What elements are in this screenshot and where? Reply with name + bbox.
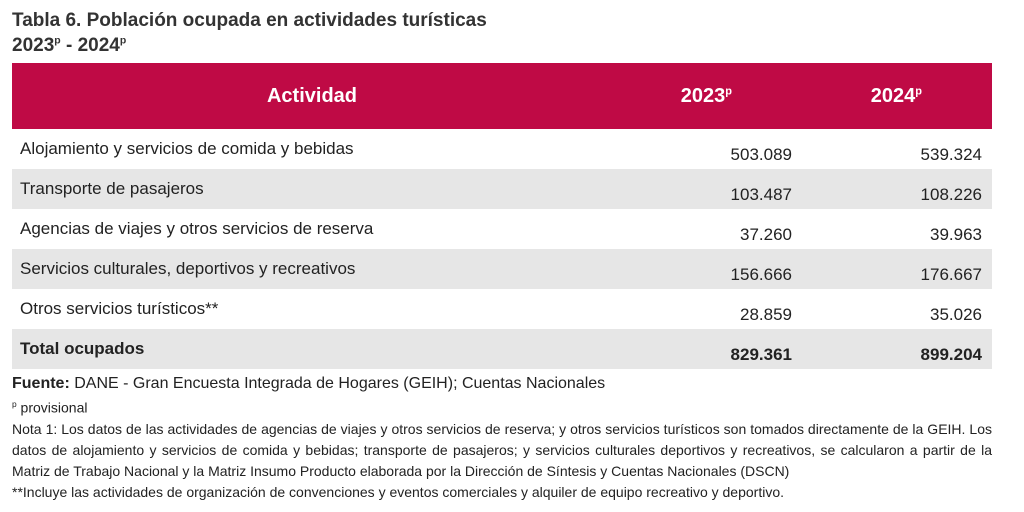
row-value-2023: 156.666 xyxy=(730,265,792,284)
header-2024 xyxy=(802,63,992,129)
provisional-text: provisional xyxy=(16,399,88,416)
header-2023-mark: p xyxy=(725,84,732,97)
header-actividad: Actividad xyxy=(266,84,358,107)
row-activity: Agencias de viajes y otros servicios de reserva xyxy=(20,219,374,238)
row-value-2023: 103.487 xyxy=(730,185,792,204)
provisional-note xyxy=(12,394,992,419)
row-value-2023: 37.260 xyxy=(740,225,792,244)
table-row xyxy=(12,129,992,169)
header-2023-label: 2023 xyxy=(680,84,726,107)
title-separator: - xyxy=(60,35,78,56)
row-value-2024: 176.667 xyxy=(920,265,982,284)
row-activity: Transporte de pasajeros xyxy=(20,179,204,198)
footnote: **Incluye las actividades de organización de convenciones y eventos comerciales y alquiler de equipo recreativo y deportivo. xyxy=(12,483,784,500)
data-table xyxy=(12,63,992,369)
header-2024-mark: p xyxy=(915,84,922,97)
header-2023 xyxy=(612,63,802,129)
nota-1: Nota 1: Los datos de las actividades de agencias de viajes y otros servicios de reserva; y otros servicios turísticos son tomados directamente de la GEIH. Los datos de alojamiento y servicios de comida y bebidas; transporte de pasajeros; y servicios culturales deportivos y recreativos, se calcularon a partir de la Matriz de Trabajo Nacional y la Matriz Insumo Producto elaborada por la Dirección de Síntesis y Cuentas Nacionales (DSCN) xyxy=(12,420,992,479)
table-row xyxy=(12,289,992,329)
row-value-2024: 39.963 xyxy=(930,225,982,244)
source-text: DANE - Gran Encuesta Integrada de Hogares (GEIH); Cuentas Nacionales xyxy=(69,375,606,392)
row-value-2023: 28.859 xyxy=(740,305,792,324)
table-row xyxy=(12,249,992,289)
total-value-2023: 829.361 xyxy=(730,345,792,364)
row-value-2023: 503.089 xyxy=(730,145,792,164)
row-value-2024: 108.226 xyxy=(920,185,982,204)
title-line-2 xyxy=(12,33,992,58)
header-2024-label: 2024 xyxy=(870,84,916,107)
title-line-1: Tabla 6. Población ocupada en actividades turísticas xyxy=(12,10,487,31)
table-row xyxy=(12,209,992,249)
table-header-row xyxy=(12,63,992,129)
row-value-2024: 35.026 xyxy=(930,305,982,324)
row-activity: Alojamiento y servicios de comida y bebidas xyxy=(20,139,354,158)
title-year-b: 2024 xyxy=(77,35,120,56)
source-line xyxy=(12,373,992,394)
title-year-a: 2023 xyxy=(12,35,55,56)
document xyxy=(12,8,992,503)
table-row xyxy=(12,169,992,209)
notes xyxy=(12,373,992,503)
row-value-2024: 539.324 xyxy=(920,145,982,164)
row-activity: Servicios culturales, deportivos y recreativos xyxy=(20,259,356,278)
title-mark-b: p xyxy=(119,35,127,47)
total-value-2024: 899.204 xyxy=(920,345,982,364)
provisional-mark: p xyxy=(12,399,17,409)
total-label: Total ocupados xyxy=(20,339,145,358)
row-activity: Otros servicios turísticos** xyxy=(20,299,219,318)
title-mark-a: p xyxy=(54,35,61,47)
table-total-row xyxy=(12,329,992,369)
source-label: Fuente: xyxy=(12,375,70,392)
table-title xyxy=(12,8,992,58)
